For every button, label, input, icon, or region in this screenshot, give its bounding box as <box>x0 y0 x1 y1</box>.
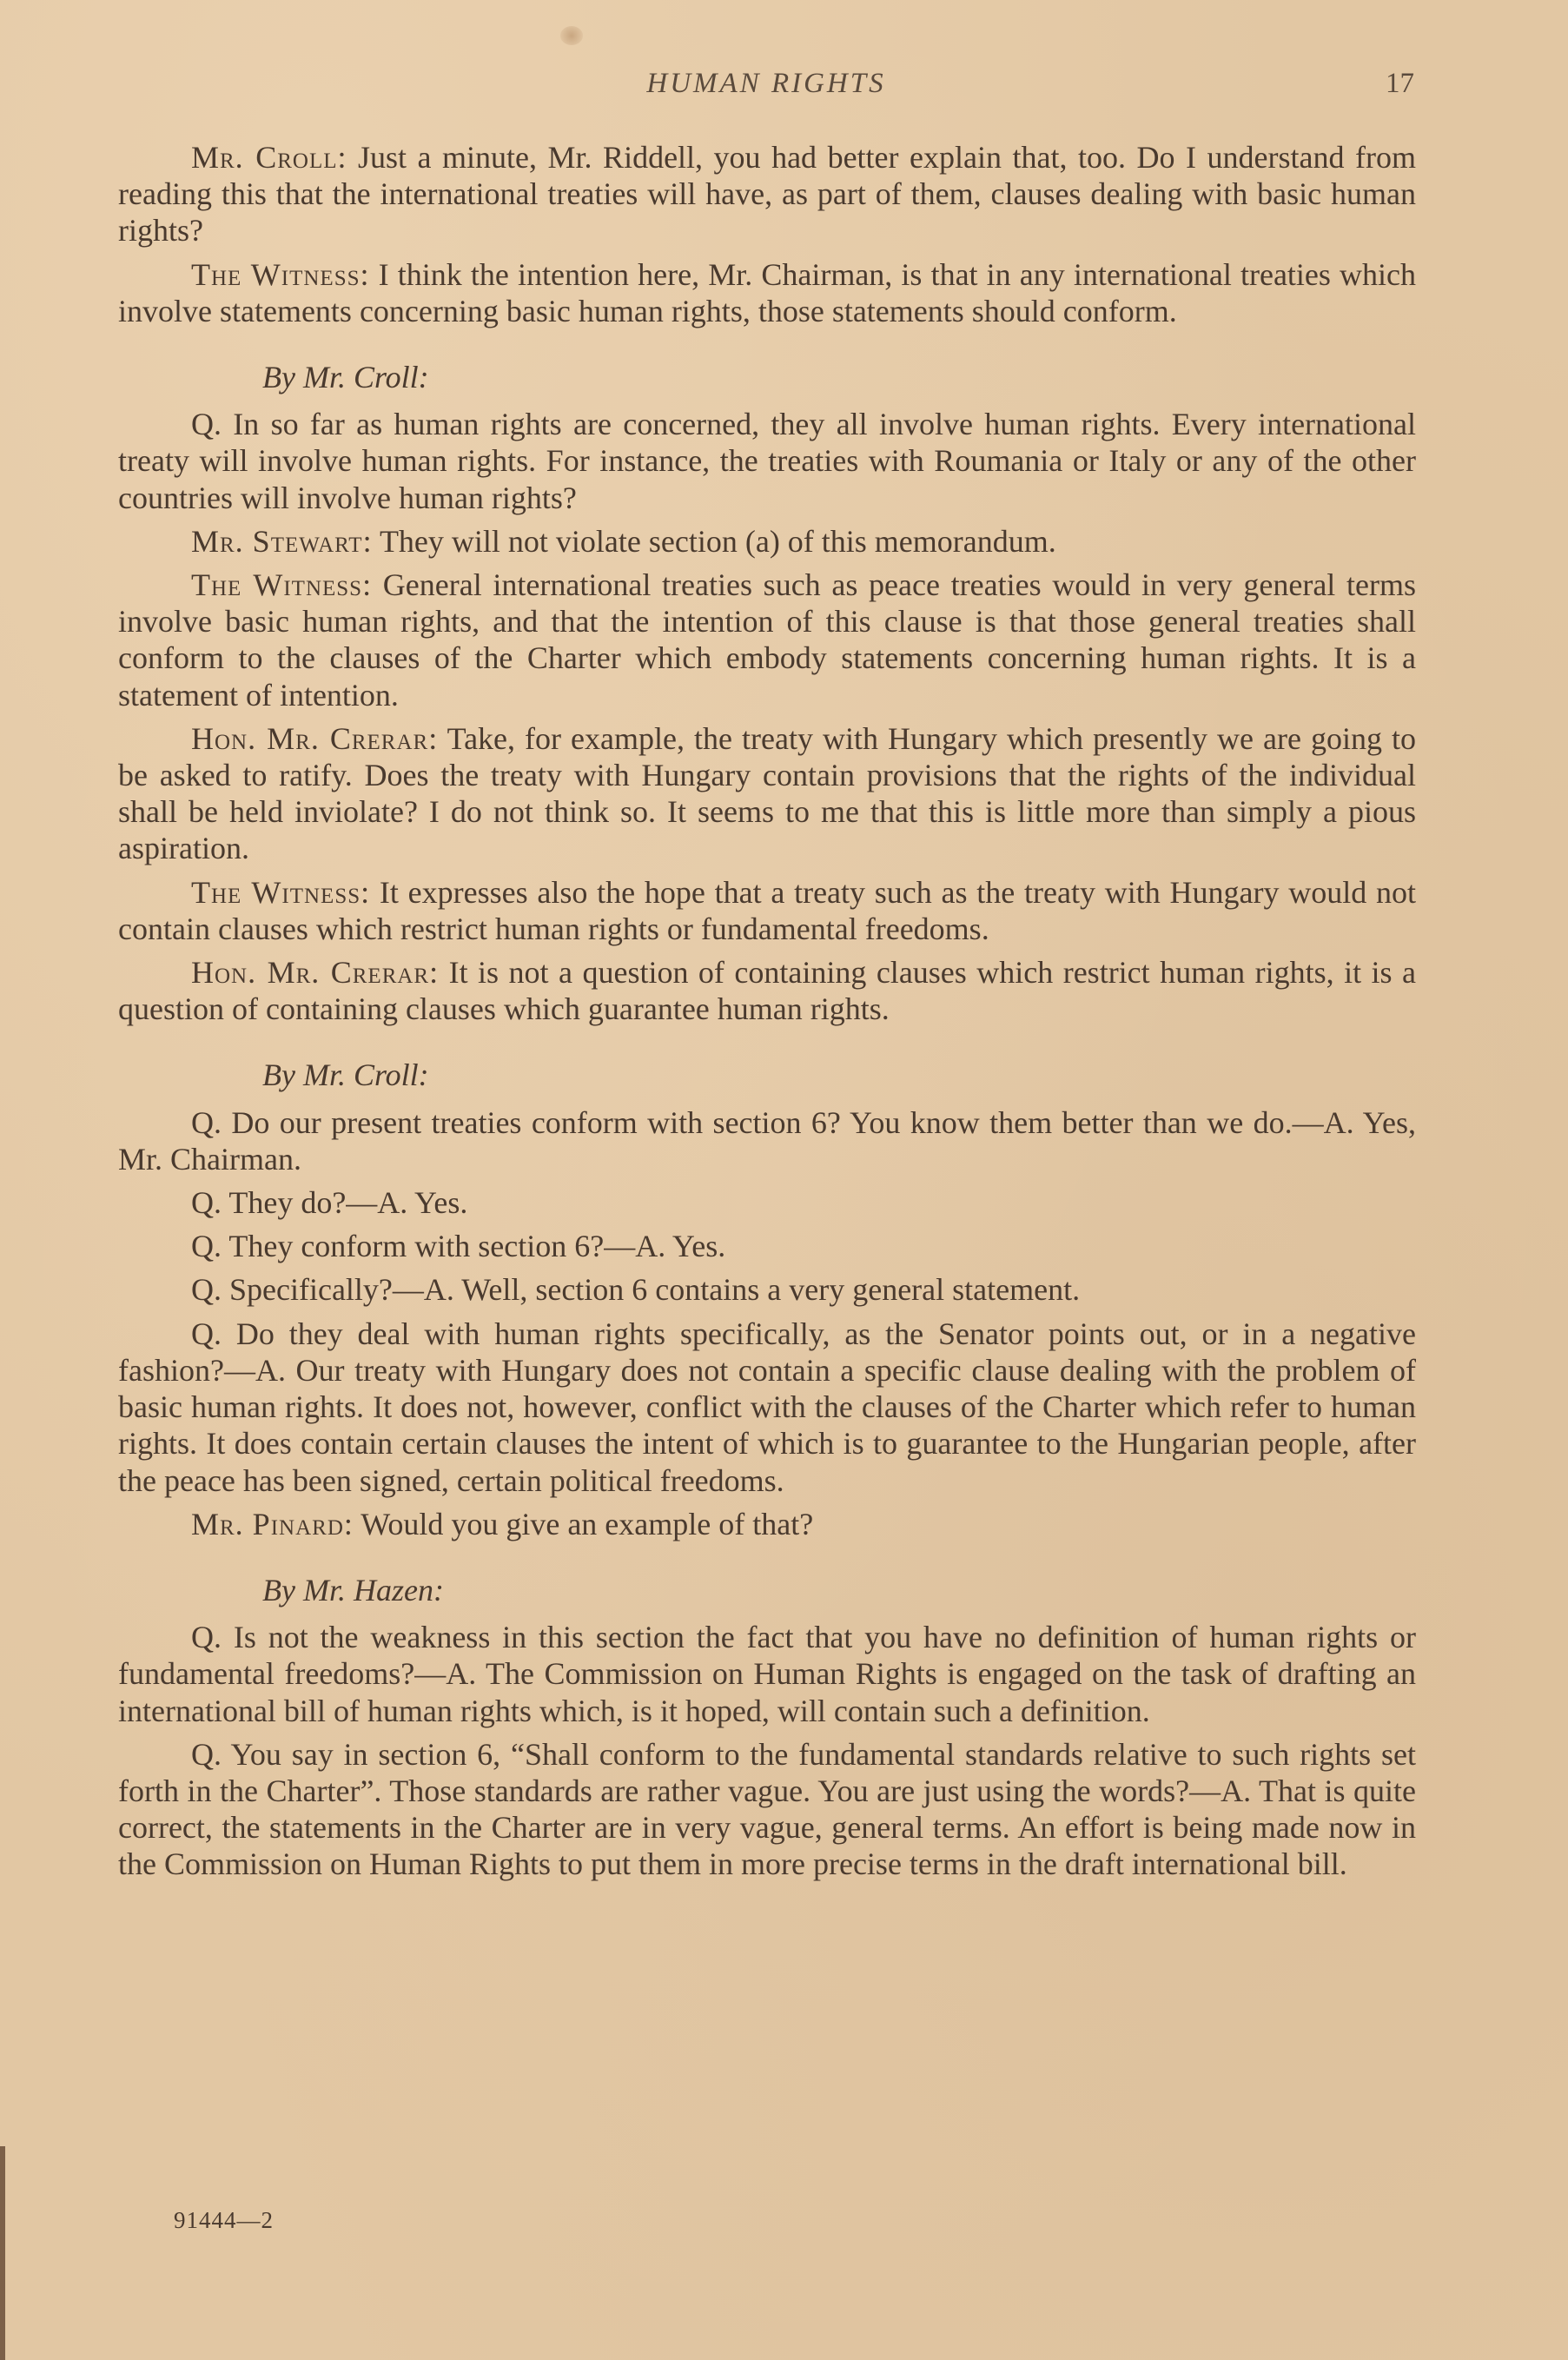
paragraph-text: Take, for example, the treaty with Hungary which presently we are going to be asked to ratify. Does the treaty with Hungary contain provisions that the rights of the individual shall be held inviolate? I do not think so. It seems to me that this is little more than simply a pious aspiration. <box>118 720 1417 866</box>
speech-paragraph <box>118 1506 1416 1542</box>
question-paragraph <box>118 1271 1416 1308</box>
question-paragraph <box>118 1316 1416 1499</box>
paragraph-text: General international treaties such as peace treaties would in very general terms involve basic human rights, and that the intention of this clause is that those general treaties shall conform to the clauses of the Charter which embody statements concerning human rights. It is a statement of intention. <box>118 567 1416 713</box>
paragraph-text: They will not violate section (a) of this memorandum. <box>379 523 1056 559</box>
examiner-heading: By Mr. Croll: <box>262 360 429 395</box>
paragraph-text: Just a minute, Mr. Riddell, you had better explain that, too. Do I understand from reading this that the international treaties will have, as part of them, clauses dealing with basic human rights? <box>118 140 1416 249</box>
examiner-heading: By Mr. Croll: <box>262 1057 429 1093</box>
paragraph-text: Q. They do?—A. Yes. <box>191 1185 468 1221</box>
binding-edge <box>0 2146 5 2360</box>
question-paragraph <box>118 1619 1416 1729</box>
speaker-name: The Witness: <box>191 567 373 603</box>
speaker-name: Hon. Mr. Crerar: <box>191 955 440 991</box>
question-paragraph <box>118 1228 1416 1264</box>
speech-paragraph <box>118 954 1416 1027</box>
speech-paragraph <box>118 139 1416 249</box>
page-number: 17 <box>1386 68 1414 99</box>
paragraph-text: Q. Is not the weakness in this section the fact that you have no definition of human rights or fundamental freedoms?—A. The Commission on Human Rights is engaged on the task of drafting an international bill of human rights which, is it hoped, will contain such a definition. <box>118 1620 1416 1728</box>
speaker-name: Mr. Stewart: <box>191 523 373 559</box>
paragraph-text: I think the intention here, Mr. Chairman, is that in any international treaties which involve statements concerning basic human rights, those statements should conform. <box>118 256 1417 328</box>
transcript-body <box>118 139 1416 1890</box>
speech-paragraph <box>118 720 1416 867</box>
speaker-name: The Witness: <box>191 874 371 910</box>
speech-paragraph <box>118 523 1416 560</box>
speaker-name: Mr. Croll: <box>191 140 347 175</box>
question-paragraph <box>118 1104 1416 1177</box>
speech-paragraph <box>118 874 1416 947</box>
speaker-name: Mr. Pinard: <box>191 1506 354 1541</box>
speech-paragraph <box>118 567 1416 713</box>
page-header <box>118 68 1414 111</box>
signature-mark: 91444—2 <box>174 2207 274 2233</box>
question-paragraph <box>118 406 1416 516</box>
paragraph-text: Q. They conform with section 6?—A. Yes. <box>191 1229 726 1264</box>
paragraph-text: Q. Do they deal with human rights specifically, as the Senator points out, or in a negative fashion?—A. Our treaty with Hungary does not contain a specific clause dealing with the problem of basic human rights. It does not, however, conflict with the clauses of the Charter which refer to human rights. It does contain certain clauses the intent of which is to guarantee to the Hungarian people, after the peace has been signed, certain political freedoms. <box>118 1316 1416 1498</box>
speech-paragraph <box>118 256 1416 329</box>
paragraph-text: Would you give an example of that? <box>361 1506 814 1541</box>
paper-stain <box>560 26 583 45</box>
running-head: HUMAN RIGHTS <box>646 68 886 99</box>
speaker-name: The Witness: <box>191 256 370 292</box>
paragraph-text: Q. You say in section 6, “Shall conform to the fundamental standards relative to such rights set forth in the Charter”. Those standards are rather vague. You are just using the words?—A. That is quite correct, the statements in the Charter are in very vague, general terms. An effort is being made now in the Commission on Human Rights to put them in more precise terms in the draft international bill. <box>118 1736 1416 1882</box>
paragraph-text: Q. Specifically?—A. Well, section 6 contains a very general statement. <box>191 1272 1081 1308</box>
paragraph-text: It expresses also the hope that a treaty such as the treaty with Hungary would not contain clauses which restrict human rights or fundamental freedoms. <box>118 874 1416 946</box>
examiner-heading: By Mr. Hazen: <box>262 1572 444 1608</box>
paragraph-text: It is not a question of containing clauses which restrict human rights, it is a question of containing clauses which guarantee human rights. <box>118 955 1417 1027</box>
question-paragraph <box>118 1184 1416 1221</box>
paragraph-text: Q. Do our present treaties conform with section 6? You know them better than we do.—A. Yes, Mr. Chairman. <box>118 1104 1416 1177</box>
question-paragraph <box>118 1736 1416 1883</box>
paragraph-text: Q. In so far as human rights are concerned, they all involve human rights. Every international treaty will involve human rights. For instance, the treaties with Roumania or Italy or any of the other countries will involve human rights? <box>118 407 1416 515</box>
speaker-name: Hon. Mr. Crerar: <box>191 720 439 756</box>
